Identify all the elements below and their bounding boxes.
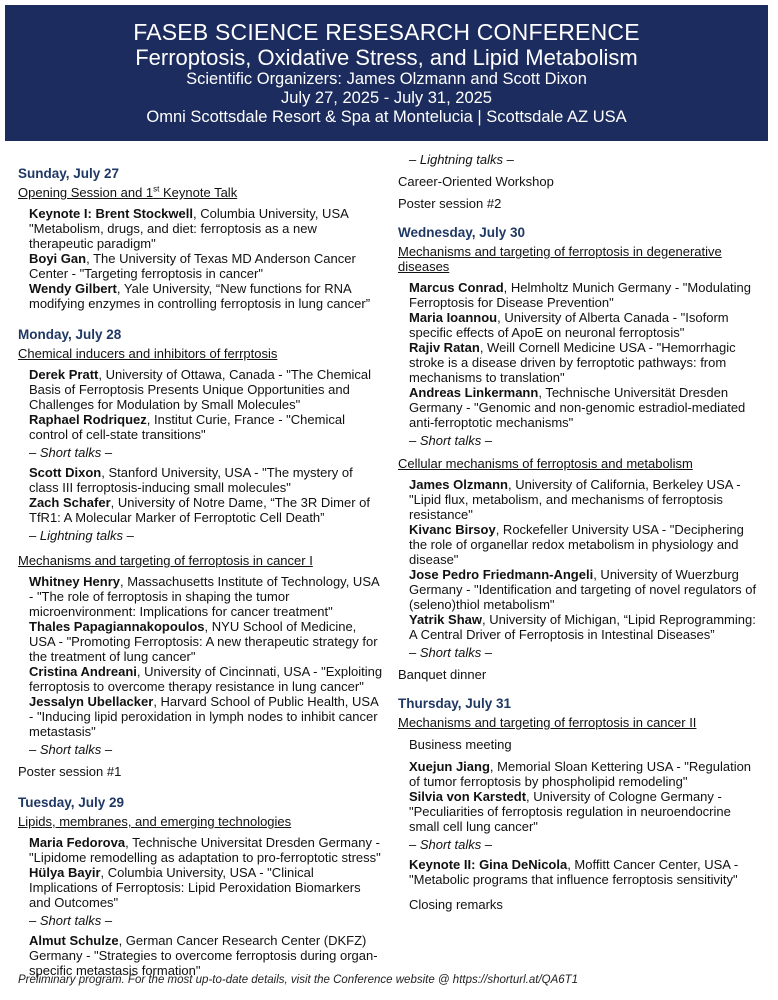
session-title: Mechanisms and targeting of ferroptosis in cancer I: [18, 553, 313, 568]
lightning-talks-marker: – Lightning talks –: [409, 152, 514, 167]
session-title: Opening Session and 1st Keynote Talk: [18, 184, 238, 200]
talk-item: Jose Pedro Friedmann-Angeli, University of Wuerzburg Germany - "Identification and targeting of novel regulators of (seleno)thiol metabolism": [409, 567, 757, 612]
conference-dates: July 27, 2025 - July 31, 2025: [281, 89, 492, 107]
talk-item: Raphael Rodriquez, Institut Curie, France - "Chemical control of cell-state transitions": [29, 412, 345, 442]
talk-item: Andreas Linkermann, Technische Universität Dresden Germany - "Genomic and non-genomic estradiol-mediated anti-ferroptotic mechanisms": [409, 385, 746, 430]
banquet: Banquet dinner: [398, 667, 487, 682]
day-heading: Monday, July 28: [18, 327, 122, 342]
short-talks-marker: – Short talks –: [409, 837, 493, 852]
poster-session: Poster session #2: [398, 196, 502, 211]
business-meeting: Business meeting: [409, 737, 512, 752]
session-title: Cellular mechanisms of ferroptosis and metabolism: [398, 456, 693, 471]
talk-item: Maria Ioannou, University of Alberta Canada - "Isoform specific effects of ApoE on neuronal ferroptosis": [409, 310, 729, 340]
talk-item: Jessalyn Ubellacker, Harvard School of Public Health, USA - "Inducing lipid peroxidation in lymph nodes to inhibit cancer metastasis": [29, 694, 379, 739]
talk-item: Derek Pratt, University of Ottawa, Canada - "The Chemical Basis of Ferroptosis Presents Unique Opportunities and Challenges for Modulation by Small Molecules": [29, 367, 372, 412]
talk-item: Thales Papagiannakopoulos, NYU School of Medicine, USA - "Promoting Ferroptosis: A new therapeutic strategy for the treatment of lung cancer": [29, 619, 378, 664]
short-talks-marker: – Short talks –: [409, 433, 493, 448]
talk-item: Silvia von Karstedt, University of Cologne Germany - "Peculiarities of ferroptosis regulation in neuroendocrine small cell lung cancer": [409, 789, 731, 834]
talk-item: Wendy Gilbert, Yale University, “New functions for RNA modifying enzymes in controlling ferroptosis in lung cancer”: [29, 281, 371, 311]
short-talks-marker: – Short talks –: [29, 742, 113, 757]
short-talks-marker: – Short talks –: [409, 645, 493, 660]
session-title: Mechanisms and targeting of ferroptosis in cancer II: [398, 715, 697, 730]
short-talks-marker: – Short talks –: [29, 913, 113, 928]
short-talks-marker: – Short talks –: [29, 445, 113, 460]
talk-item: Marcus Conrad, Helmholtz Munich Germany - "Modulating Ferroptosis for Disease Prevention": [409, 280, 752, 310]
talk-item: Keynote I: Brent Stockwell, Columbia University, USA "Metabolism, drugs, and diet: ferroptosis as a new therapeutic paradigm": [29, 206, 349, 251]
closing-remarks: Closing remarks: [409, 897, 503, 912]
header-banner: [5, 5, 768, 141]
talk-item: Scott Dixon, Stanford University, USA - "The mystery of class III ferroptosis-inducing small molecules": [29, 465, 353, 495]
session-title: Lipids, membranes, and emerging technologies: [18, 814, 292, 829]
venue: Omni Scottsdale Resort & Spa at Montelucia | Scottsdale AZ USA: [146, 108, 627, 126]
day-heading: Sunday, July 27: [18, 166, 120, 181]
conference-title: FASEB SCIENCE RESESARCH CONFERENCE: [133, 19, 640, 45]
talk-item: Cristina Andreani, University of Cincinnati, USA - "Exploiting ferroptosis to overcome therapy resistance in lung cancer": [29, 664, 383, 694]
talk-item: Hülya Bayir, Columbia University, USA - "Clinical Implications of Ferroptosis: Lipid Peroxidation Biomarkers and Outcomes": [29, 865, 361, 910]
organizers: Scientific Organizers: James Olzmann and Scott Dixon: [186, 70, 587, 88]
talk-item: Maria Fedorova, Technische Universitat Dresden Germany - "Lipidome remodelling as adaptation to pro-ferroptotic stress": [29, 835, 381, 865]
session-title: Mechanisms and targeting of ferroptosis in degenerative diseases: [398, 244, 722, 274]
left-column: [18, 150, 384, 978]
workshop: Career-Oriented Workshop: [398, 174, 554, 189]
footer-note: Preliminary program. For the most up-to-date details, visit the Conference website @ https://shorturl.at/QA6T1: [18, 974, 579, 986]
session-title: Chemical inducers and inhibitors of ferrptosis: [18, 346, 278, 361]
lightning-talks-marker: – Lightning talks –: [29, 528, 134, 543]
talk-item: Keynote II: Gina DeNicola, Moffitt Cancer Center, USA - "Metabolic programs that influence ferroptosis sensitivity": [409, 857, 739, 887]
talk-item: James Olzmann, University of California, Berkeley USA - "Lipid flux, metabolism, and mechanisms of ferroptosis resistance": [409, 477, 741, 522]
conference-subtitle: Ferroptosis, Oxidative Stress, and Lipid Metabolism: [135, 45, 638, 70]
day-heading: Tuesday, July 29: [18, 795, 125, 810]
day-heading: Thursday, July 31: [398, 696, 512, 711]
poster-session: Poster session #1: [18, 764, 122, 779]
talk-item: Zach Schafer, University of Notre Dame, “The 3R Dimer of TfR1: A Molecular Marker of Ferroptotic Cell Death”: [29, 495, 371, 525]
talk-item: Almut Schulze, German Cancer Research Center (DKFZ) Germany - "Strategies to overcome ferroptosis during organ-specific metastasis formation": [29, 933, 378, 978]
right-column: [398, 152, 760, 919]
talk-item: Whitney Henry, Massachusetts Institute of Technology, USA - "The role of ferroptosis in shaping the tumor microenvironment: Implications for cancer treatment": [29, 574, 379, 619]
talk-item: Rajiv Ratan, Weill Cornell Medicine USA - "Hemorrhagic stroke is a disease driven by ferroptotic pathways: from mechanisms to translation": [409, 340, 736, 385]
talk-item: Yatrik Shaw, University of Michigan, “Lipid Reprogramming: A Central Driver of Ferroptosis in Intestinal Diseases”: [409, 612, 756, 642]
talk-item: Boyi Gan, The University of Texas MD Anderson Cancer Center - "Targeting ferroptosis in cancer": [29, 251, 356, 281]
day-heading: Wednesday, July 30: [398, 225, 526, 240]
talk-item: Kivanc Birsoy, Rockefeller University USA - "Deciphering the role of organellar redox metabolism in physiology and disease": [409, 522, 744, 567]
talk-item: Xuejun Jiang, Memorial Sloan Kettering USA - "Regulation of tumor ferroptosis by phospholipid remodeling": [409, 759, 752, 789]
